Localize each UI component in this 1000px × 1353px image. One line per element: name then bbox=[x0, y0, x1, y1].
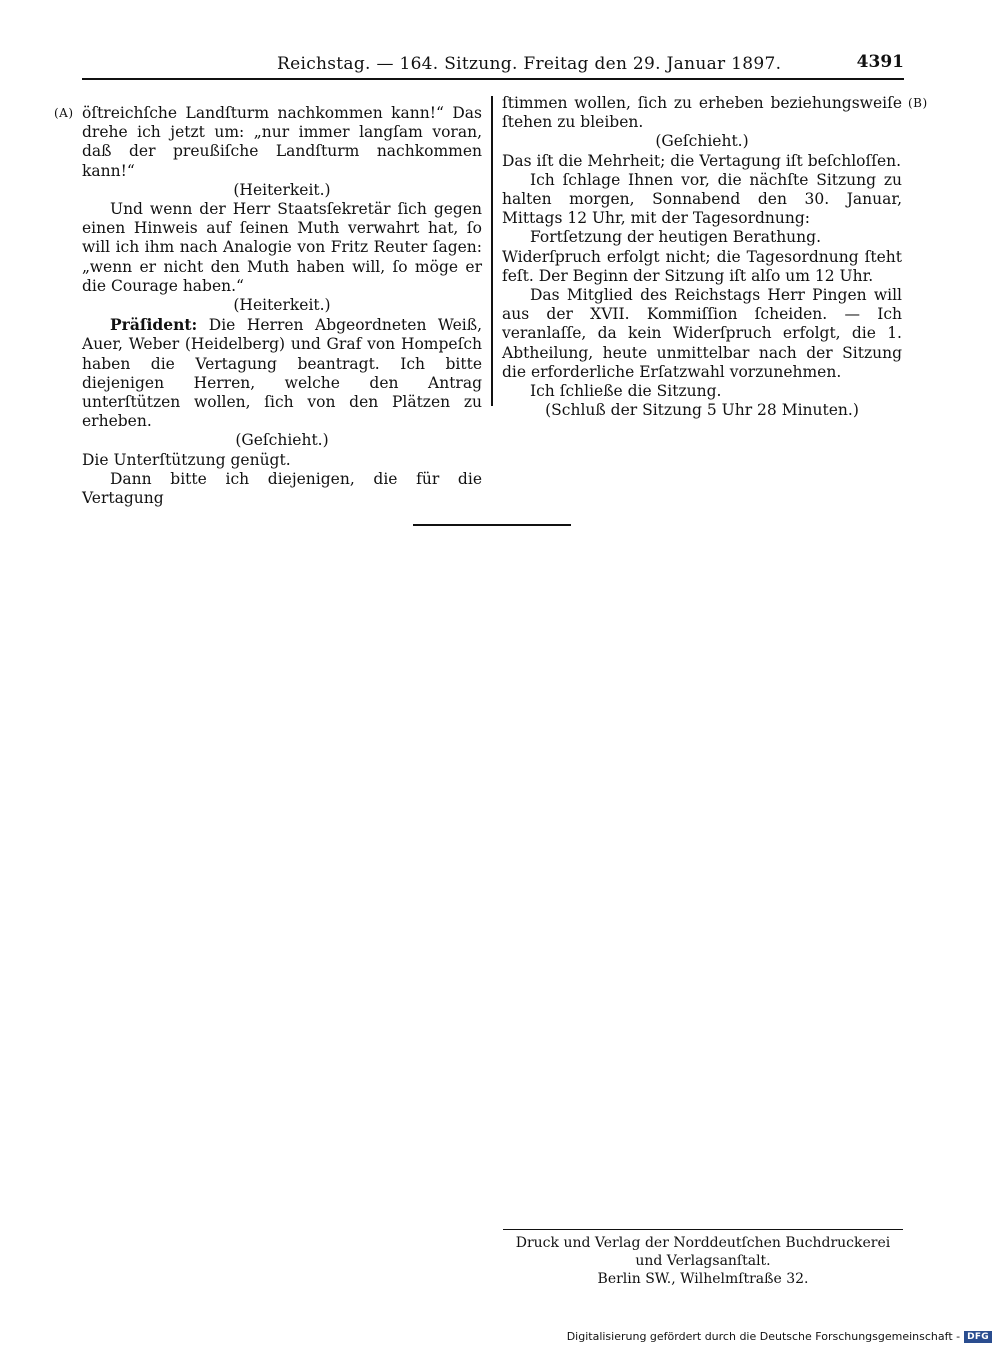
stage-direction: (Heiterkeit.) bbox=[233, 296, 331, 315]
paragraph: Die Unterſtützung genügt. bbox=[82, 450, 291, 469]
paragraph: Dann bitte ich diejenigen, die für die Vertagung bbox=[82, 469, 482, 508]
footer-text: Digitalisierung gefördert durch die Deutsche Forschungsgemeinschaft - bbox=[566, 1330, 961, 1343]
right-column bbox=[502, 94, 902, 420]
speech-text: Die Herren Abgeordneten Weiß, Auer, Weber (Heidelberg) und Graf von Hompeſch haben die Vertagung beantragt. Ich bitte diejenigen Herren, welche den Antrag unterſtützen wollen, ſich von den Plätzen zu erheben. bbox=[82, 316, 482, 431]
left-column bbox=[82, 104, 482, 508]
paragraph: Ich ſchlage Ihnen vor, die nächſte Sitzung zu halten morgen, Sonnabend den 30. Januar, Mittags 12 Uhr, mit der Tagesordnung: bbox=[502, 170, 902, 228]
imprint-line: Druck und Verlag der Norddeutſchen Buchdruckerei und Verlagsanſtalt. bbox=[515, 1235, 891, 1269]
stage-direction: (Heiterkeit.) bbox=[233, 180, 331, 199]
paragraph: Das Mitglied des Reichstags Herr Pingen will aus der XVII. Kommiſſion ſcheiden. — Ich veranlaſſe, da kein Widerſpruch erfolgt, die 1. Abtheilung, heute unmittelbar nach der Sitzung die erforderliche Erſatzwahl vorzunehmen. bbox=[502, 286, 902, 381]
paragraph: Ich ſchließe die Sitzung. bbox=[530, 382, 722, 401]
column-divider bbox=[491, 96, 493, 406]
margin-mark-a: (A) bbox=[54, 106, 74, 120]
stage-direction: (Geſchieht.) bbox=[655, 132, 749, 151]
imprint bbox=[503, 1234, 903, 1288]
paragraph: Widerſpruch erfolgt nicht; die Tagesordnung ſteht feſt. Der Beginn der Sitzung iſt alſo um 12 Uhr. bbox=[502, 247, 902, 285]
running-title: Reichstag. — 164. Sitzung. Freitag den 29. Januar 1897. bbox=[277, 54, 782, 74]
dfg-logo: DFG bbox=[964, 1331, 992, 1343]
imprint-line: Berlin SW., Wilhelmſtraße 32. bbox=[597, 1271, 809, 1287]
digitization-footer bbox=[567, 1330, 992, 1343]
page-number: 4391 bbox=[856, 52, 904, 72]
header-rule bbox=[82, 78, 904, 80]
paragraph bbox=[82, 315, 482, 431]
paragraph: öſtreichſche Landſturm nachkommen kann!“ Das drehe ich jetzt um: „nur immer langſam voran, daß der preußiſche Landſturm nachkommen kann!“ bbox=[82, 104, 482, 180]
paragraph: ſtimmen wollen, ſich zu erheben beziehungsweiſe ſtehen zu bleiben. bbox=[502, 94, 902, 132]
margin-mark-b: (B) bbox=[908, 96, 928, 110]
paragraph: Das iſt die Mehrheit; die Vertagung iſt beſchloſſen. bbox=[502, 151, 902, 170]
stage-direction: (Geſchieht.) bbox=[235, 431, 329, 450]
stage-direction: (Schluß der Sitzung 5 Uhr 28 Minuten.) bbox=[545, 401, 859, 420]
agenda-item: Fortſetzung der heutigen Berathung. bbox=[530, 228, 821, 247]
page-header bbox=[82, 54, 904, 78]
speaker-name: Präſident: bbox=[110, 315, 198, 335]
end-rule bbox=[413, 524, 571, 526]
paragraph: Und wenn der Herr Staatsſekretär ſich gegen einen Hinweis auf ſeinen Muth verwahrt hat, ſo will ich ihm nach Analogie von Fritz Reuter ſagen: „wenn er nicht den Muth haben will, ſo möge er die Courage haben.“ bbox=[82, 200, 482, 295]
imprint-rule bbox=[503, 1229, 903, 1230]
